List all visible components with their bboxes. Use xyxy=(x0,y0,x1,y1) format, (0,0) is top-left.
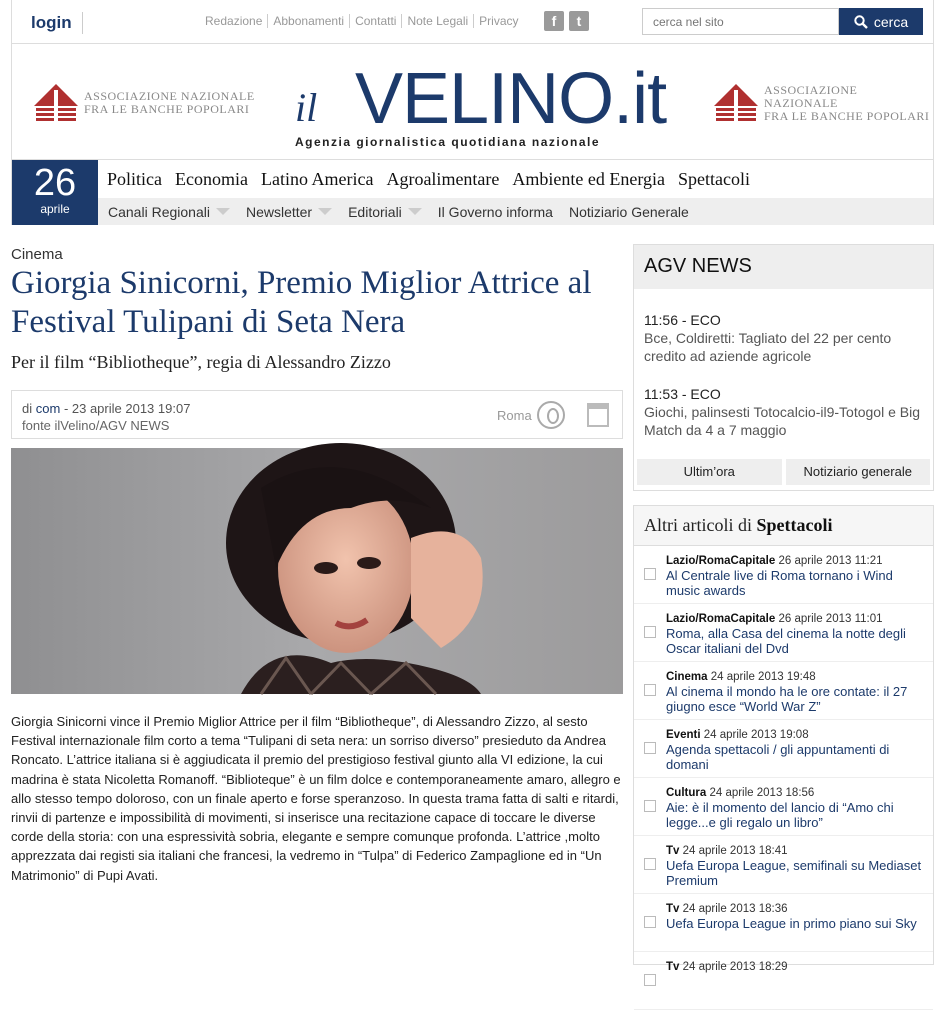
search-input[interactable] xyxy=(642,8,839,35)
item-date: 24 aprile 2013 18:29 xyxy=(682,961,788,973)
logo-tagline: Agenzia giornalistica quotidiana nazionale xyxy=(295,135,601,149)
twitter-icon[interactable]: t xyxy=(569,11,589,31)
facebook-icon[interactable]: f xyxy=(544,11,564,31)
item-category: Lazio/RomaCapitale xyxy=(666,555,776,567)
article-date: - 23 aprile 2013 19:07 xyxy=(63,401,191,416)
nav-ambiente-energia[interactable]: Ambiente ed Energia xyxy=(512,168,666,189)
article-body: Giorgia Sinicorni vince il Premio Miglior Attrice per il film “Bibliotheque”, di Alessandro Zizzo, al sesto Festival internazionale film corto a tema “Tulipani di seta nera: un sorriso diverso” presieduto da Andrea Roncato. L’attrice italiana si è aggiudicata il premio del prestigioso festival giunto alla VI edizione, la cui madrina è stata Nicoletta Romanoff. “Biblioteque” è un film dolce e contemporaneamente amaro, allegro e allo stesso tempo doloroso, con un finale aperto e forse speranzoso. In questa trama fatta di salti e ritardi, rinvii di partenze e impossibilità di movimenti, si inserisce una recitazione capace di toccare le diverse corde della storia: con una espressività sobria, elegante e sempre comunque profonda. L’attrice ,molto apprezzata dai registi sia italiani che francesi, la vedremo in “Tulpa” di Federico Zampaglione ed in “Un Matrimonio” di Pupi Avati. xyxy=(11,714,621,883)
item-category: Tv xyxy=(666,845,680,857)
agv-title: AGV NEWS xyxy=(634,245,933,289)
date-day: 26 xyxy=(33,162,77,204)
agv-item-time: 11:56 - ECO xyxy=(644,312,721,328)
article-subtitle: Per il film “Bibliotheque”, regia di Alessandro Zizzo xyxy=(11,352,391,372)
related-articles-box xyxy=(633,505,934,973)
section-menu xyxy=(98,160,933,198)
agv-item-text: Bce, Coldiretti: Tagliato del 22 per cento credito ad aziende agricole xyxy=(644,330,892,364)
agv-news-box xyxy=(633,244,934,491)
ad-left-line2: FRA LE BANCHE POPOLARI xyxy=(84,102,250,116)
list-item[interactable] xyxy=(634,836,933,894)
ad-right-line2: FRA LE BANCHE POPOLARI xyxy=(764,108,930,123)
checkbox-icon xyxy=(644,626,656,638)
list-item[interactable] xyxy=(634,604,933,662)
map-pin-icon[interactable] xyxy=(537,401,565,429)
item-title[interactable]: Aie: è il momento del lancio di “Amo chi legge...e gli regalo un libro” xyxy=(666,800,894,830)
item-date: 24 aprile 2013 19:48 xyxy=(710,671,816,683)
nav-spettacoli[interactable]: Spettacoli xyxy=(678,168,751,189)
subnav-label: Canali Regionali xyxy=(108,203,210,220)
item-date: 26 aprile 2013 11:21 xyxy=(778,555,883,567)
related-list xyxy=(634,546,933,1010)
nav-latino-america[interactable]: Latino America xyxy=(260,168,374,189)
list-item[interactable] xyxy=(634,894,933,952)
ad-banner-left[interactable] xyxy=(32,82,255,124)
subnav-label: Il Governo informa xyxy=(437,203,553,220)
list-item[interactable] xyxy=(634,662,933,720)
agv-item[interactable] xyxy=(634,311,933,365)
item-title[interactable]: Roma, alla Casa del cinema la notte degli Oscar italiani del Dvd xyxy=(666,626,906,656)
list-item[interactable] xyxy=(634,778,933,836)
checkbox-icon xyxy=(644,742,656,754)
item-category: Cultura xyxy=(666,787,707,799)
ad-banner-right[interactable] xyxy=(712,82,933,124)
logo-velino: VELINO.it xyxy=(355,59,667,139)
masthead xyxy=(11,44,934,159)
agv-item[interactable] xyxy=(634,385,933,439)
chevron-down-icon xyxy=(318,208,332,215)
article-photo xyxy=(11,448,623,694)
item-title[interactable]: Uefa Europa League in primo piano sui Sky xyxy=(666,916,917,931)
article-meta xyxy=(11,390,623,439)
checkbox-icon xyxy=(644,568,656,580)
subnav-editoriali[interactable] xyxy=(348,204,428,220)
item-category: Tv xyxy=(666,961,680,973)
subnav-governo-informa[interactable] xyxy=(438,204,559,220)
portrait-image xyxy=(11,448,623,694)
logo-il: il xyxy=(295,85,318,130)
checkbox-icon xyxy=(644,916,656,928)
agv-item-time: 11:53 - ECO xyxy=(644,386,721,402)
item-date: 26 aprile 2013 11:01 xyxy=(778,613,883,625)
subnav-label: Editoriali xyxy=(348,203,402,220)
item-category: Tv xyxy=(666,903,680,915)
link-abbonamenti[interactable]: Abbonamenti xyxy=(268,14,350,28)
nav-economia[interactable]: Economia xyxy=(175,168,248,189)
checkbox-icon xyxy=(644,800,656,812)
agv-tabs xyxy=(637,459,930,485)
nav-agroalimentare[interactable]: Agroalimentare xyxy=(386,168,500,189)
item-category: Eventi xyxy=(666,729,701,741)
ad-left-line1: ASSOCIAZIONE NAZIONALE xyxy=(84,89,255,103)
search-button-label: cerca xyxy=(873,13,909,30)
checkbox-icon xyxy=(644,974,656,986)
chevron-down-icon xyxy=(216,208,230,215)
item-title[interactable]: Uefa Europa League, semifinali su Mediaset Premium xyxy=(666,858,922,888)
subnav-canali-regionali[interactable] xyxy=(108,204,236,220)
link-privacy[interactable]: Privacy xyxy=(479,14,519,28)
item-date: 24 aprile 2013 18:41 xyxy=(682,845,788,857)
item-title[interactable]: Agenda spettacoli / gli appuntamenti di domani xyxy=(666,742,890,772)
social-links xyxy=(544,11,589,31)
subnav-newsletter[interactable] xyxy=(246,204,338,220)
search-icon xyxy=(854,15,868,29)
article-location: Roma xyxy=(497,408,532,423)
chevron-down-icon xyxy=(408,208,422,215)
subnav-label: Newsletter xyxy=(245,203,313,220)
related-title-prefix: Altri articoli di xyxy=(644,515,752,535)
ad-right-line1: ASSOCIAZIONE NAZIONALE xyxy=(764,82,858,110)
top-links xyxy=(200,14,524,28)
list-item[interactable] xyxy=(634,720,933,778)
nav-politica[interactable]: Politica xyxy=(107,168,162,189)
login-link[interactable]: login xyxy=(31,12,83,34)
sub-menu xyxy=(98,198,933,225)
article-category[interactable]: Cinema xyxy=(11,246,63,263)
item-title[interactable]: Al Centrale live di Roma tornano i Wind music awards xyxy=(666,568,893,598)
related-title-section: Spettacoli xyxy=(756,515,833,535)
search-button[interactable] xyxy=(839,8,923,35)
checkbox-icon xyxy=(644,684,656,696)
print-icon[interactable] xyxy=(587,403,609,427)
subnav-label: Notiziario Generale xyxy=(568,203,689,220)
item-title[interactable]: Al cinema il mondo ha le ore contate: il 27 giugno esce “World War Z” xyxy=(666,684,908,714)
assopopolari-logo-icon xyxy=(32,82,80,124)
article-source: fonte ilVelino/AGV NEWS xyxy=(22,418,170,433)
item-date: 24 aprile 2013 19:08 xyxy=(703,729,809,741)
list-item[interactable] xyxy=(634,952,933,1010)
byline-prefix: di xyxy=(22,401,33,416)
tab-ultimora[interactable]: Ultim’ora xyxy=(637,459,782,485)
author-link[interactable]: com xyxy=(35,401,61,416)
main-navigation xyxy=(11,159,934,225)
site-logo[interactable] xyxy=(295,54,675,154)
item-category: Lazio/RomaCapitale xyxy=(666,613,776,625)
item-date: 24 aprile 2013 18:36 xyxy=(682,903,788,915)
assopopolari-logo-icon xyxy=(712,82,760,124)
date-month: aprile xyxy=(40,202,70,216)
top-bar xyxy=(11,0,934,44)
link-note-legali[interactable]: Note Legali xyxy=(402,14,474,28)
agv-item-text: Giochi, palinsesti Totocalcio-il9-Totogol e Big Match da 4 a 7 maggio xyxy=(644,404,920,438)
article-title: Giorgia Sinicorni, Premio Miglior Attrice al Festival Tulipani di Seta Nera xyxy=(11,265,592,340)
date-badge xyxy=(12,160,98,225)
item-category: Cinema xyxy=(666,671,708,683)
link-redazione[interactable]: Redazione xyxy=(200,14,268,28)
item-date: 24 aprile 2013 18:56 xyxy=(709,787,815,799)
list-item[interactable] xyxy=(634,546,933,604)
related-title xyxy=(634,506,933,546)
checkbox-icon xyxy=(644,858,656,870)
link-contatti[interactable]: Contatti xyxy=(350,14,402,28)
subnav-notiziario-generale[interactable] xyxy=(569,204,695,220)
tab-notiziario-generale[interactable]: Notiziario generale xyxy=(786,459,931,485)
